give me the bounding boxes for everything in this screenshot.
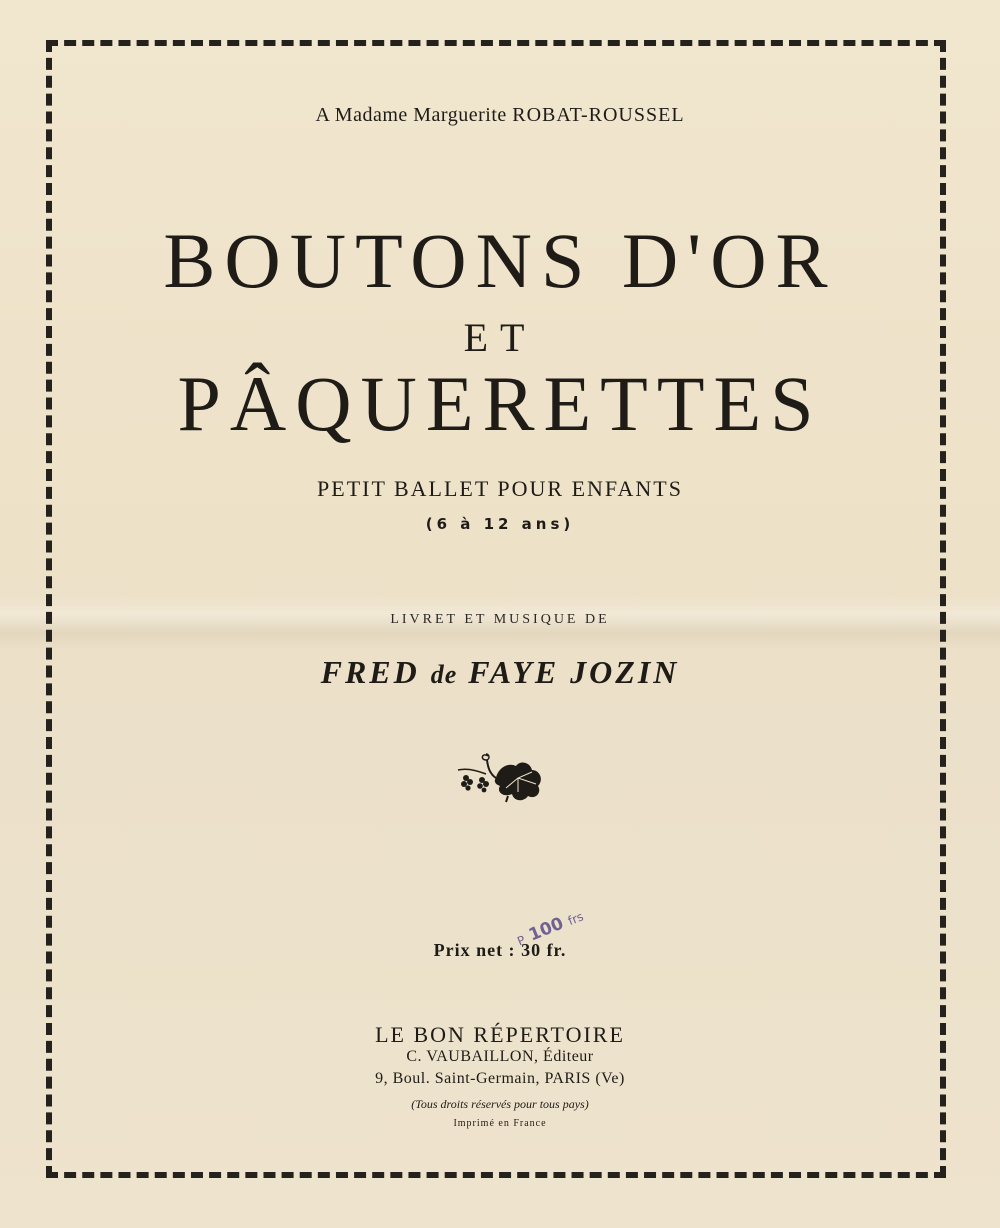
stamp-value: 100 xyxy=(526,913,567,946)
price-value: 30 fr. xyxy=(521,940,567,960)
decorative-border xyxy=(46,40,946,1178)
composer-particle: de xyxy=(430,660,458,689)
publisher-name: LE BON RÉPERTOIRE xyxy=(375,1022,625,1047)
dedication-prefix: A Madame Marguerite xyxy=(315,104,507,126)
dedication-surname: ROBAT-ROUSSEL xyxy=(512,104,685,126)
title-conjunction: ET xyxy=(463,315,537,360)
stamp-unit: frs xyxy=(565,909,586,929)
rights-notice: (Tous droits réservés pour tous pays) xyxy=(411,1097,589,1111)
title-line-1: BOUTONS D'OR xyxy=(163,217,837,304)
composer-name xyxy=(0,654,1000,691)
publisher-address: 9, Boul. Saint-Germain, PARIS (Ve) xyxy=(375,1070,625,1087)
price xyxy=(0,940,1000,961)
stamp-prefix: P xyxy=(515,932,528,949)
composer-first-name: FRED xyxy=(320,654,420,690)
title-line-2: PÂQUERETTES xyxy=(177,360,823,447)
printed-in: Imprimé en France xyxy=(453,1118,547,1129)
composer-last-name: FAYE JOZIN xyxy=(468,654,680,690)
publisher-editor: C. VAUBAILLON, Éditeur xyxy=(406,1048,594,1065)
subtitle: PETIT BALLET POUR ENFANTS xyxy=(317,476,683,501)
vine-leaf-ornament-icon xyxy=(452,748,548,804)
dedication xyxy=(0,104,1000,127)
credit-label: LIVRET ET MUSIQUE DE xyxy=(390,612,610,627)
age-range: (6 à 12 ans) xyxy=(425,515,575,533)
price-label: Prix net : xyxy=(433,940,516,960)
